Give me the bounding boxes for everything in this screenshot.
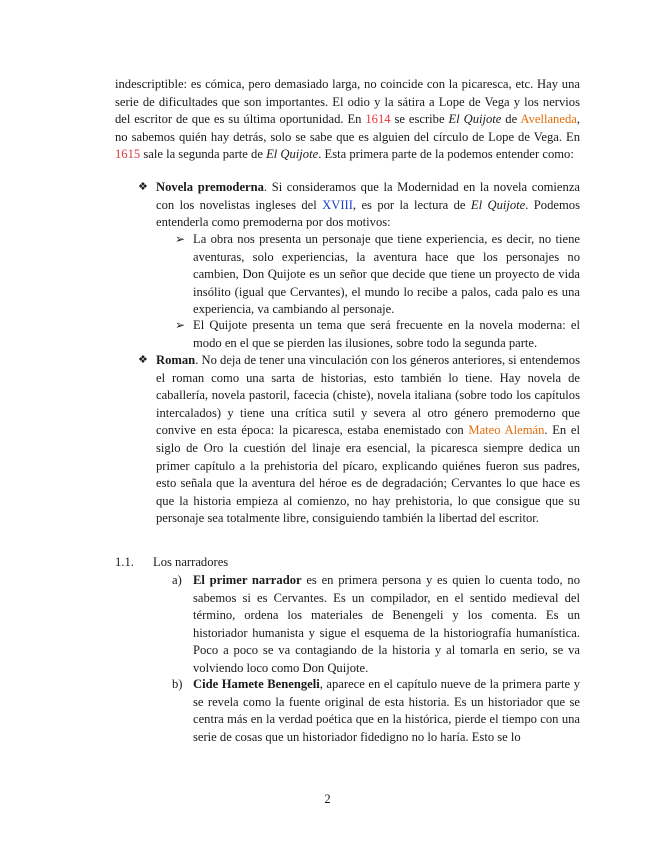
novela-text: , es por la lectura de [352,197,471,212]
diamond-bullet-icon: ❖ [138,181,148,193]
intro-text: indescriptible: es cómica, pero demasiado larga, no coincide con la picaresca, etc. Hay una serie de dificultades que son importantes. El odio y la sátira a Lope de Vega y los nervios del escritor de que es su última oportunidad. En [115,77,580,127]
novela-text: . Podemos entenderla como premoderna por dos motivos: [156,197,580,230]
item-b-text: , aparece en el capítulo nueve de la primera parte y se revela como la fuente original de esta historia. Es un historiador que se centra más en la verdad poética que en la histórica, pierde el tiempo con una serie de cosas que un historiador fidedigno no lo haría. Esto se lo [193,677,580,744]
intro-text: . Esta primera parte de la podemos entender como: [318,147,574,162]
list-marker-b: b) [172,677,183,691]
intro-text: sale la segunda parte de [140,147,267,162]
novela-text: . Si consideramos que la Modernidad en la novela comienza con los novelistas ingleses del [156,180,580,212]
diamond-bullet-icon: ❖ [138,354,148,366]
arrow-bullet-icon: ➢ [175,318,186,332]
novela-title: Novela premoderna [156,180,264,194]
intro-text: de [501,112,521,127]
year-1615: 1615 [115,147,141,162]
novela-sub-2: El Quijote presenta un tema que será frecuente en la novela moderna: el modo en el que se pierden las ilusiones, sobre todo la segunda parte. [193,318,580,350]
roman-text: . No deja de tener una vinculación con los géneros anteriores, si entendemos el roman como una sarta de historias, esto también lo tiene. Hay novela de caballería, novela pastoril, facecia (chiste), novela italiana (sobre todo los capítulos intercalados) y tiene una crítica sutil y severa al otro género premoderno que convive en esta época: la picaresca, estaba enemistado con [156,353,580,438]
section-number: 1.1. [115,555,134,569]
link-avellaneda[interactable]: Avellaneda [520,112,577,127]
item-a-text: es en primera persona y es quien lo cuenta todo, no sabemos si es Cervantes. Es un compilador, en el sentido medieval del término, ordena los materiales de Benengeli y los comenta. Es un historiador humanista y sigue el esquema de la historiografía humanística. Poco a poco se va contagiando de la historia y al tomarla en serio, se va volviendo loco como Don Quijote. [193,573,581,675]
title-quijote: El Quijote [448,112,502,127]
section-title: Los narradores [153,555,229,569]
link-mateo-aleman[interactable]: Mateo Alemán [468,423,545,438]
page-number: 2 [324,792,331,806]
item-b-paragraph [193,676,580,746]
intro-paragraph [115,76,580,164]
intro-text: se escribe [390,112,449,127]
roman-paragraph [156,352,580,528]
year-1614: 1614 [365,112,391,127]
arrow-bullet-icon: ➢ [175,232,186,246]
title-quijote: El Quijote [266,147,319,162]
link-century[interactable]: XVIII [322,197,353,212]
intro-text: , no sabemos quién hay detrás, solo se sabe que es alguien del círculo de Lope de Vega. En [115,112,580,144]
list-marker-a: a) [172,573,182,587]
item-a-paragraph [193,572,580,678]
novela-paragraph [156,179,580,232]
roman-text: . En el siglo de Oro la cuestión del linaje era esencial, la picaresca siempre dedica un primer capítulo a la prehistoria del pícaro, explicando quiénes fueron sus padres, esto señala que la aventura del héroe es de degradación; Cervantes lo que hace es que la historia empieza al comienzo, no hay prehistoria, lo que consigue que su personaje sea totalmente libre, consiguiendo también la libertad del escritor. [156,423,580,526]
title-quijote: El Quijote [470,197,526,212]
roman-title: Roman [156,353,196,367]
novela-sub-1: La obra nos presenta un personaje que tiene experiencia, es decir, no tiene aventuras, solo experiencias, la aventura hace que los personajes no cambien, Don Quijote es un señor que decide que tiene un proyecto de vida insólito (igual que Cervantes), el mundo lo recibe a palos, cada palo es una experiencia, va cambiando al personaje. [193,232,580,317]
item-a-title: El primer narrador [193,573,302,587]
item-b-title: Cide Hamete Benengeli [193,677,320,691]
